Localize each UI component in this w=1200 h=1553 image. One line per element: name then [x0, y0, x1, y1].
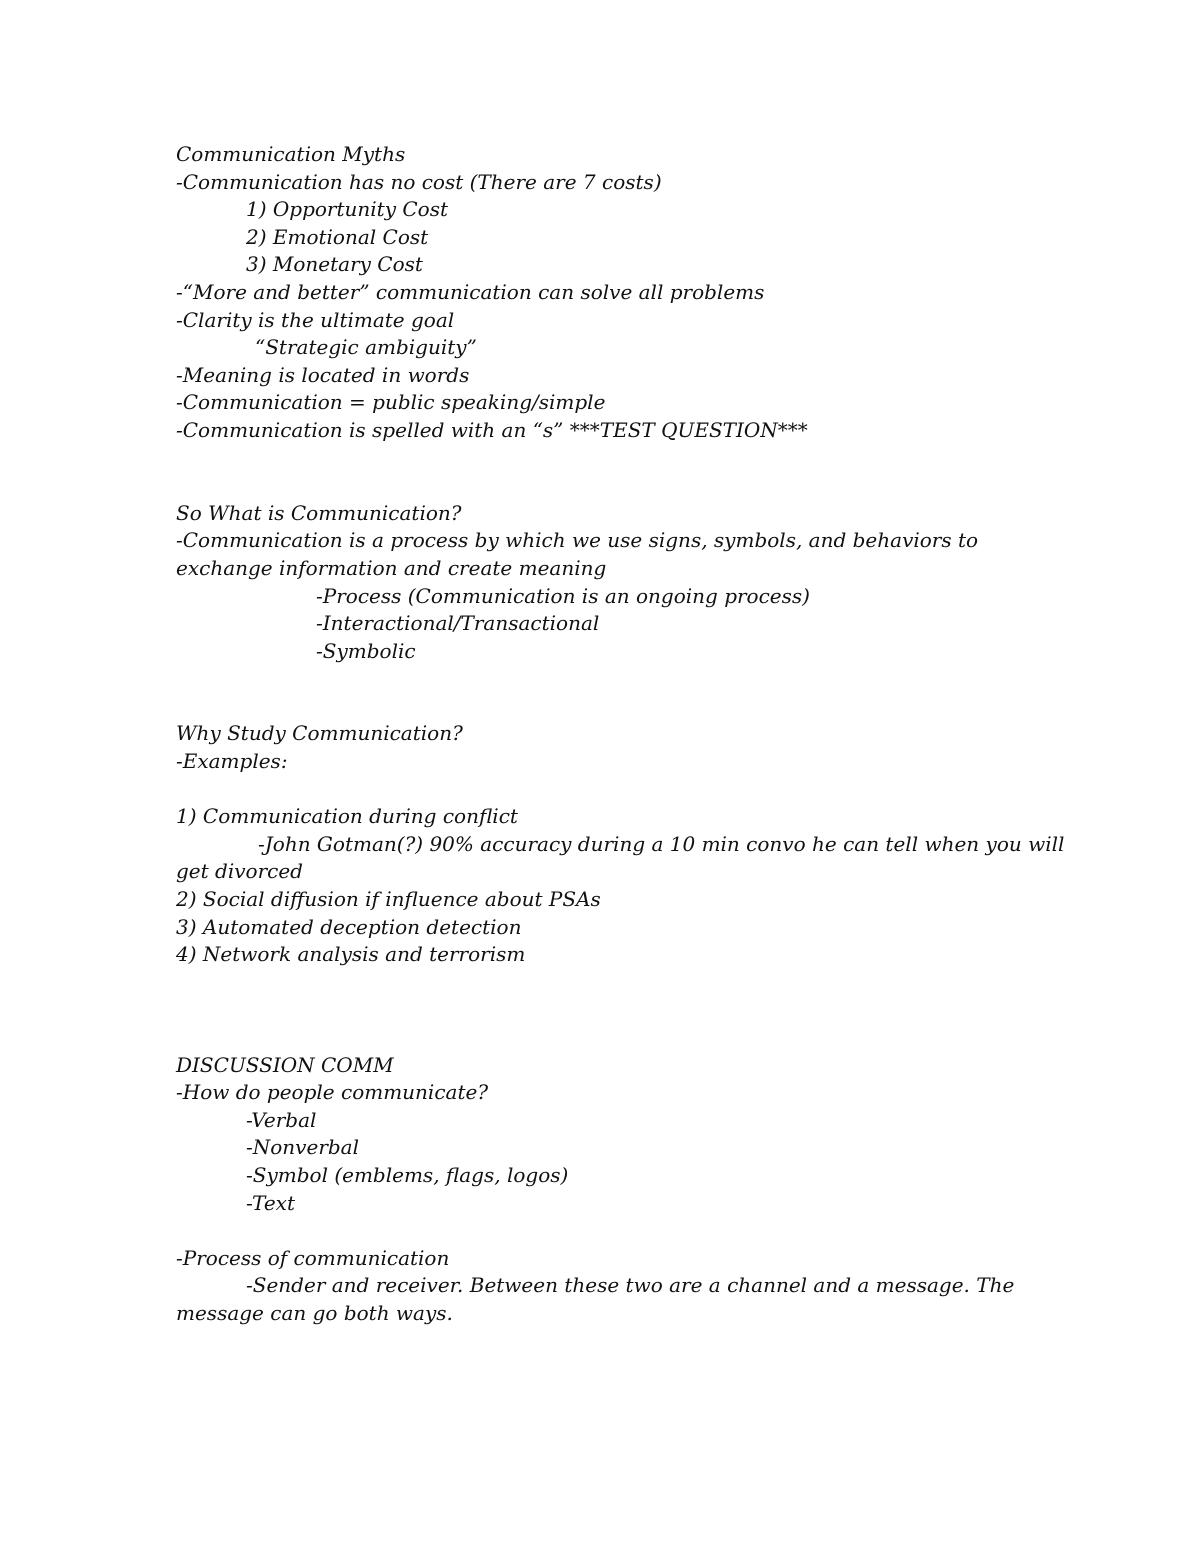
- list-item: 1) Communication during conflict: [176, 804, 518, 829]
- list-item: -Interactional/Transactional: [316, 611, 600, 636]
- spacer: [176, 472, 1036, 500]
- text-line: get divorced: [176, 859, 303, 884]
- spacer: [176, 969, 1036, 997]
- spacer: [176, 996, 1036, 1024]
- spacer: [176, 1217, 1036, 1245]
- text-line: -Communication has no cost (There are 7 costs): [176, 169, 662, 194]
- spacer: [176, 665, 1036, 693]
- document-body: [176, 141, 1065, 1328]
- text-line: -Process of communication: [176, 1245, 450, 1270]
- text-line: -Communication is spelled with an “s” ***TEST QUESTION***: [176, 417, 808, 442]
- list-item: 3) Automated deception detection: [176, 914, 522, 939]
- text-line: -Communication is a process by which we use signs, symbols, and behaviors to: [176, 528, 979, 553]
- text-line: “Strategic ambiguity”: [255, 335, 477, 360]
- text-line: -John Gotman(?) 90% accuracy during a 10 min convo he can tell when you will: [258, 831, 1065, 856]
- text-line: -“More and better” communication can solve all problems: [176, 279, 765, 304]
- section-heading-discussion-comm: DISCUSSION COMM: [176, 1052, 394, 1077]
- text-line: -Examples:: [176, 749, 288, 774]
- text-line: message can go both ways.: [176, 1300, 453, 1325]
- section-heading-what-is-communication: So What is Communication?: [176, 500, 462, 525]
- text-line: -Clarity is the ultimate goal: [176, 307, 455, 332]
- text-line: -Communication = public speaking/simple: [176, 390, 606, 415]
- list-item: 2) Emotional Cost: [246, 224, 429, 249]
- list-item: 4) Network analysis and terrorism: [176, 942, 526, 967]
- list-item: -Nonverbal: [246, 1135, 359, 1160]
- text-line: -How do people communicate?: [176, 1080, 489, 1105]
- list-item: -Symbol (emblems, flags, logos): [246, 1162, 569, 1187]
- section-heading-communication-myths: Communication Myths: [176, 142, 406, 166]
- list-item: -Verbal: [246, 1107, 317, 1132]
- text-line: -Meaning is located in words: [176, 362, 470, 387]
- spacer: [176, 776, 1036, 804]
- spacer: [176, 445, 1036, 473]
- spacer: [176, 1024, 1036, 1052]
- list-item: 3) Monetary Cost: [246, 252, 423, 277]
- list-item: -Process (Communication is an ongoing process): [316, 583, 810, 608]
- text-line: -Sender and receiver. Between these two are a channel and a message. The: [246, 1273, 1015, 1298]
- list-item: 2) Social diffusion if influence about PSAs: [176, 887, 601, 912]
- list-item: 1) Opportunity Cost: [246, 197, 449, 222]
- spacer: [176, 693, 1036, 721]
- list-item: -Text: [246, 1190, 295, 1215]
- section-heading-why-study-communication: Why Study Communication?: [176, 721, 463, 746]
- text-line: exchange information and create meaning: [176, 555, 607, 580]
- list-item: -Symbolic: [316, 638, 416, 663]
